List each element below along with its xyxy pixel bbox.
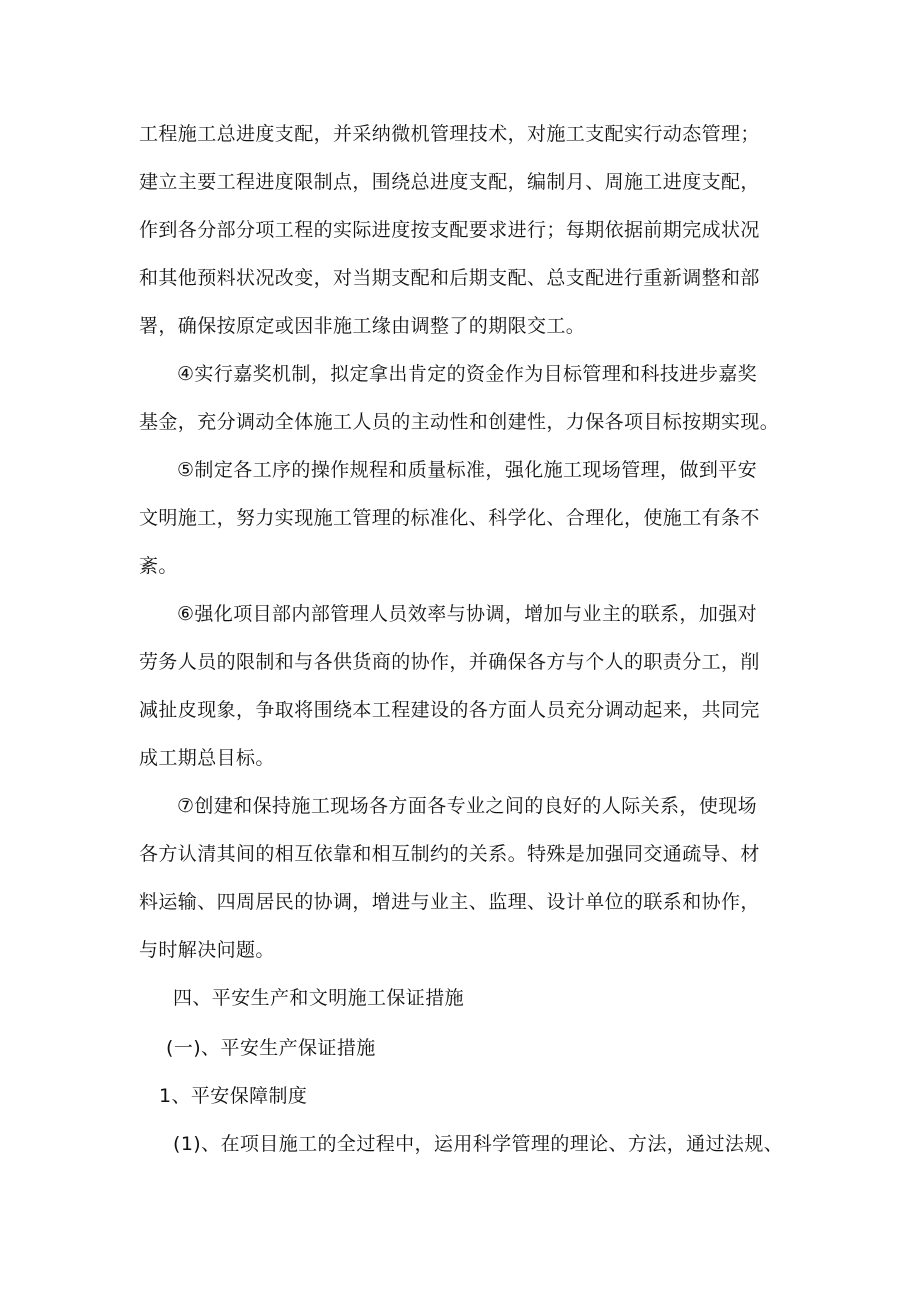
text-line-2: 建立主要工程进度限制点，围绕总进度支配，编制月、周施工进度支配， xyxy=(139,171,760,193)
item-heading-1: 1、平安保障制度 xyxy=(159,1085,308,1107)
text-line-1: 工程施工总进度支配，并采纳微机管理技术，对施工支配实行动态管理； xyxy=(139,123,760,145)
paragraph-7-line-1: ⑦创建和保持施工现场各方面各专业之间的良好的人际关系，使现场 xyxy=(177,795,758,817)
paragraph-6-line-1: ⑥强化项目部内部管理人员效率与协调，增加与业主的联系，加强对 xyxy=(177,603,758,625)
paragraph-6-line-2: 劳务人员的限制和与各供货商的协作，并确保各方与个人的职责分工，削 xyxy=(139,651,760,673)
paragraph-4-line-1: ④实行嘉奖机制，拟定拿出肯定的资金作为目标管理和科技进步嘉奖 xyxy=(177,363,758,385)
text-line-4: 和其他预料状况改变，对当期支配和后期支配、总支配进行重新调整和部 xyxy=(139,267,760,289)
paragraph-7-line-3: 料运输、四周居民的协调，增进与业主、监理、设计单位的联系和协作， xyxy=(139,891,760,913)
paragraph-6-line-4: 成工期总目标。 xyxy=(139,747,275,769)
paragraph-7-line-2: 各方认清其间的相互依靠和相互制约的关系。特殊是加强同交通疏导、材 xyxy=(139,843,760,865)
section-heading-4: 四、平安生产和文明施工保证措施 xyxy=(173,987,465,1009)
paragraph-5-line-3: 紊。 xyxy=(139,555,178,577)
paragraph-7-line-4: 与时解决问题。 xyxy=(139,939,275,961)
paragraph-5-line-2: 文明施工，努力实现施工管理的标准化、科学化、合理化，使施工有条不 xyxy=(139,507,760,529)
paragraph-5-line-1: ⑤制定各工序的操作规程和质量标准，强化施工现场管理，做到平安 xyxy=(177,459,758,481)
item-1-paragraph: (1)、在项目施工的全过程中，运用科学管理的理论、方法，通过法规、 xyxy=(173,1133,784,1155)
text-line-5: 署，确保按原定或因非施工缘由调整了的期限交工。 xyxy=(139,315,586,337)
subsection-heading-1: (一)、平安生产保证措施 xyxy=(166,1037,376,1059)
paragraph-4-line-2: 基金，充分调动全体施工人员的主动性和创建性，力保各项目标按期实现。 xyxy=(139,411,780,433)
paragraph-6-line-3: 减扯皮现象，争取将围绕本工程建设的各方面人员充分调动起来，共同完 xyxy=(139,699,760,721)
text-line-3: 作到各分部分项工程的实际进度按支配要求进行；每期依据前期完成状况 xyxy=(139,219,760,241)
